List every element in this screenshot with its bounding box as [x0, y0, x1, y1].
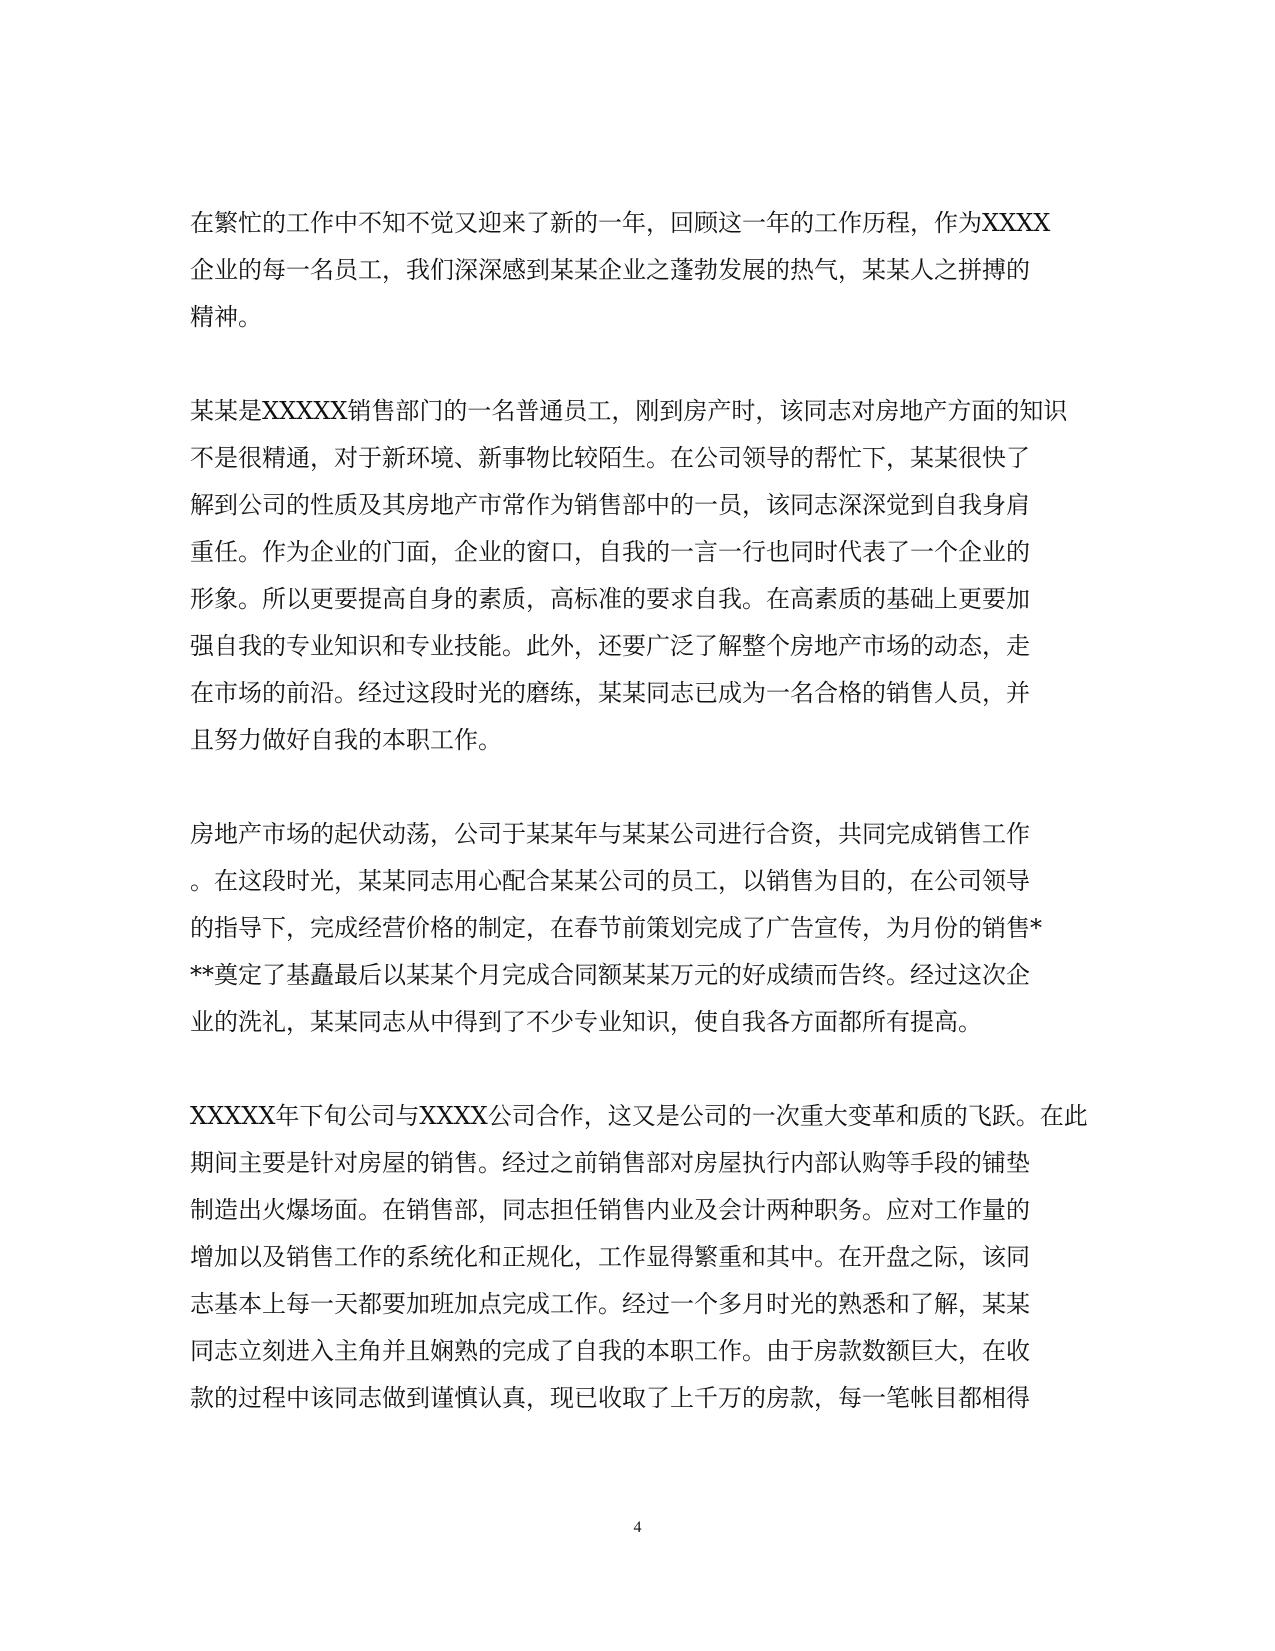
paragraph-3: [190, 811, 1080, 1046]
document-body: [190, 200, 1088, 1469]
paragraph-line: 形象。所以更要提高自身的素质，高标准的要求自我。在高素质的基础上更要加: [190, 585, 1030, 613]
paragraph-4: [190, 1093, 1088, 1422]
paragraph-line: 。在这段时光，某某同志用心配合某某公司的员工，以销售为目的，在公司领导: [190, 867, 1030, 895]
paragraph-line: 解到公司的性质及其房地产市常作为销售部中的一员，该同志深深觉到自我身肩: [190, 491, 1030, 519]
paragraph-line: 的指导下，完成经营价格的制定，在春节前策划完成了广告宣传，为月份的销售*: [190, 914, 1042, 942]
paragraph-line: 制造出火爆场面。在销售部，同志担任销售内业及会计两种职务。应对工作量的: [190, 1196, 1030, 1224]
paragraph-line: 企业的每一名员工，我们深深感到某某企业之蓬勃发展的热气，某某人之拼搏的: [190, 256, 1030, 284]
paragraph-line: 在市场的前沿。经过这段时光的磨练，某某同志已成为一名合格的销售人员，并: [190, 679, 1030, 707]
paragraph-line: 款的过程中该同志做到谨慎认真，现已收取了上千万的房款，每一笔帐目都相得: [190, 1384, 1030, 1412]
paragraph-line: 同志立刻进入主角并且娴熟的完成了自我的本职工作。由于房款数额巨大，在收: [190, 1337, 1030, 1365]
paragraph-line: 期间主要是针对房屋的销售。经过之前销售部对房屋执行内部认购等手段的铺垫: [190, 1149, 1030, 1177]
paragraph-line: XXXXX年下旬公司与XXXX公司合作，这又是公司的一次重大变革和质的飞跃。在此: [190, 1102, 1088, 1130]
paragraph-line: **奠定了基矗最后以某某个月完成合同额某某万元的好成绩而告终。经过这次企: [190, 961, 1030, 989]
paragraph-line: 精神。: [190, 303, 262, 331]
paragraph-line: 志基本上每一天都要加班加点完成工作。经过一个多月时光的熟悉和了解，某某: [190, 1290, 1030, 1318]
paragraph-line: 不是很精通，对于新环境、新事物比较陌生。在公司领导的帮忙下，某某很快了: [190, 444, 1030, 472]
page-number: 4: [633, 1519, 642, 1536]
paragraph-line: 房地产市场的起伏动荡，公司于某某年与某某公司进行合资，共同完成销售工作: [190, 820, 1030, 848]
paragraph-line: 在繁忙的工作中不知不觉又迎来了新的一年，回顾这一年的工作历程，作为XXXX: [190, 209, 1051, 237]
paragraph-line: 且努力做好自我的本职工作。: [190, 726, 502, 754]
paragraph-line: 强自我的专业知识和专业技能。此外，还要广泛了解整个房地产市场的动态，走: [190, 632, 1030, 660]
paragraph-line: 业的洗礼，某某同志从中得到了不少专业知识，使自我各方面都所有提高。: [190, 1008, 982, 1036]
paragraph-1: [190, 200, 1080, 341]
paragraph-line: 重任。作为企业的门面，企业的窗口，自我的一言一行也同时代表了一个企业的: [190, 538, 1030, 566]
paragraph-2: [190, 388, 1080, 764]
paragraph-line: 增加以及销售工作的系统化和正规化，工作显得繁重和其中。在开盘之际，该同: [190, 1243, 1030, 1271]
paragraph-line: 某某是XXXXX销售部门的一名普通员工，刚到房产时，该同志对房地产方面的知识: [190, 397, 1068, 425]
